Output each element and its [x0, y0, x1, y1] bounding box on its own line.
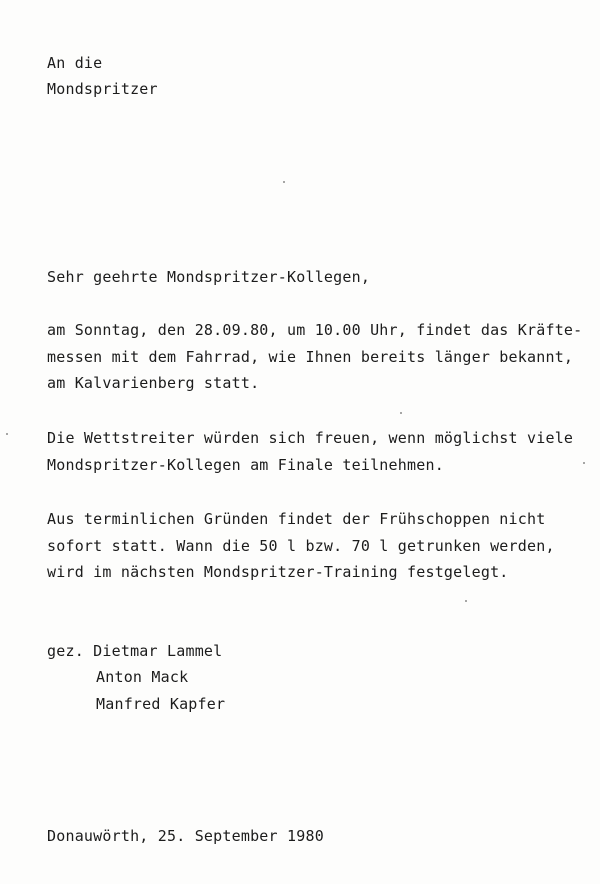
- scan-speck: [283, 181, 285, 183]
- closing-place-date: Donauwörth, 25. September 1980: [47, 827, 324, 845]
- recipient-line-1: An die: [47, 54, 103, 72]
- salutation: Sehr geehrte Mondspritzer-Kollegen,: [47, 268, 371, 286]
- paragraph1-line-2: messen mit dem Fahrrad, wie Ihnen bereits länger bekannt,: [47, 348, 574, 366]
- paragraph1-line-3: am Kalvarienberg statt.: [47, 374, 260, 392]
- paragraph3-line-3: wird im nächsten Mondspritzer-Training festgelegt.: [47, 563, 509, 581]
- paragraph3-line-1: Aus terminlichen Gründen findet der Frühschoppen nicht: [47, 510, 546, 528]
- signature-line-3: Manfred Kapfer: [96, 695, 226, 713]
- paragraph2-line-2: Mondspritzer-Kollegen am Finale teilnehmen.: [47, 456, 444, 474]
- paragraph2-line-1: Die Wettstreiter würden sich freuen, wenn möglichst viele: [47, 429, 574, 447]
- paragraph3-line-2: sofort statt. Wann die 50 l bzw. 70 l getrunken werden,: [47, 537, 555, 555]
- signature-line-2: Anton Mack: [96, 668, 189, 686]
- scan-speck: [583, 462, 585, 464]
- scan-speck: [465, 600, 467, 602]
- recipient-line-2: Mondspritzer: [47, 80, 158, 98]
- scan-speck: [6, 433, 8, 435]
- scan-speck: [400, 412, 402, 414]
- paragraph1-line-1: am Sonntag, den 28.09.80, um 10.00 Uhr, findet das Kräfte-: [47, 321, 583, 339]
- signature-line-1: gez. Dietmar Lammel: [47, 642, 223, 660]
